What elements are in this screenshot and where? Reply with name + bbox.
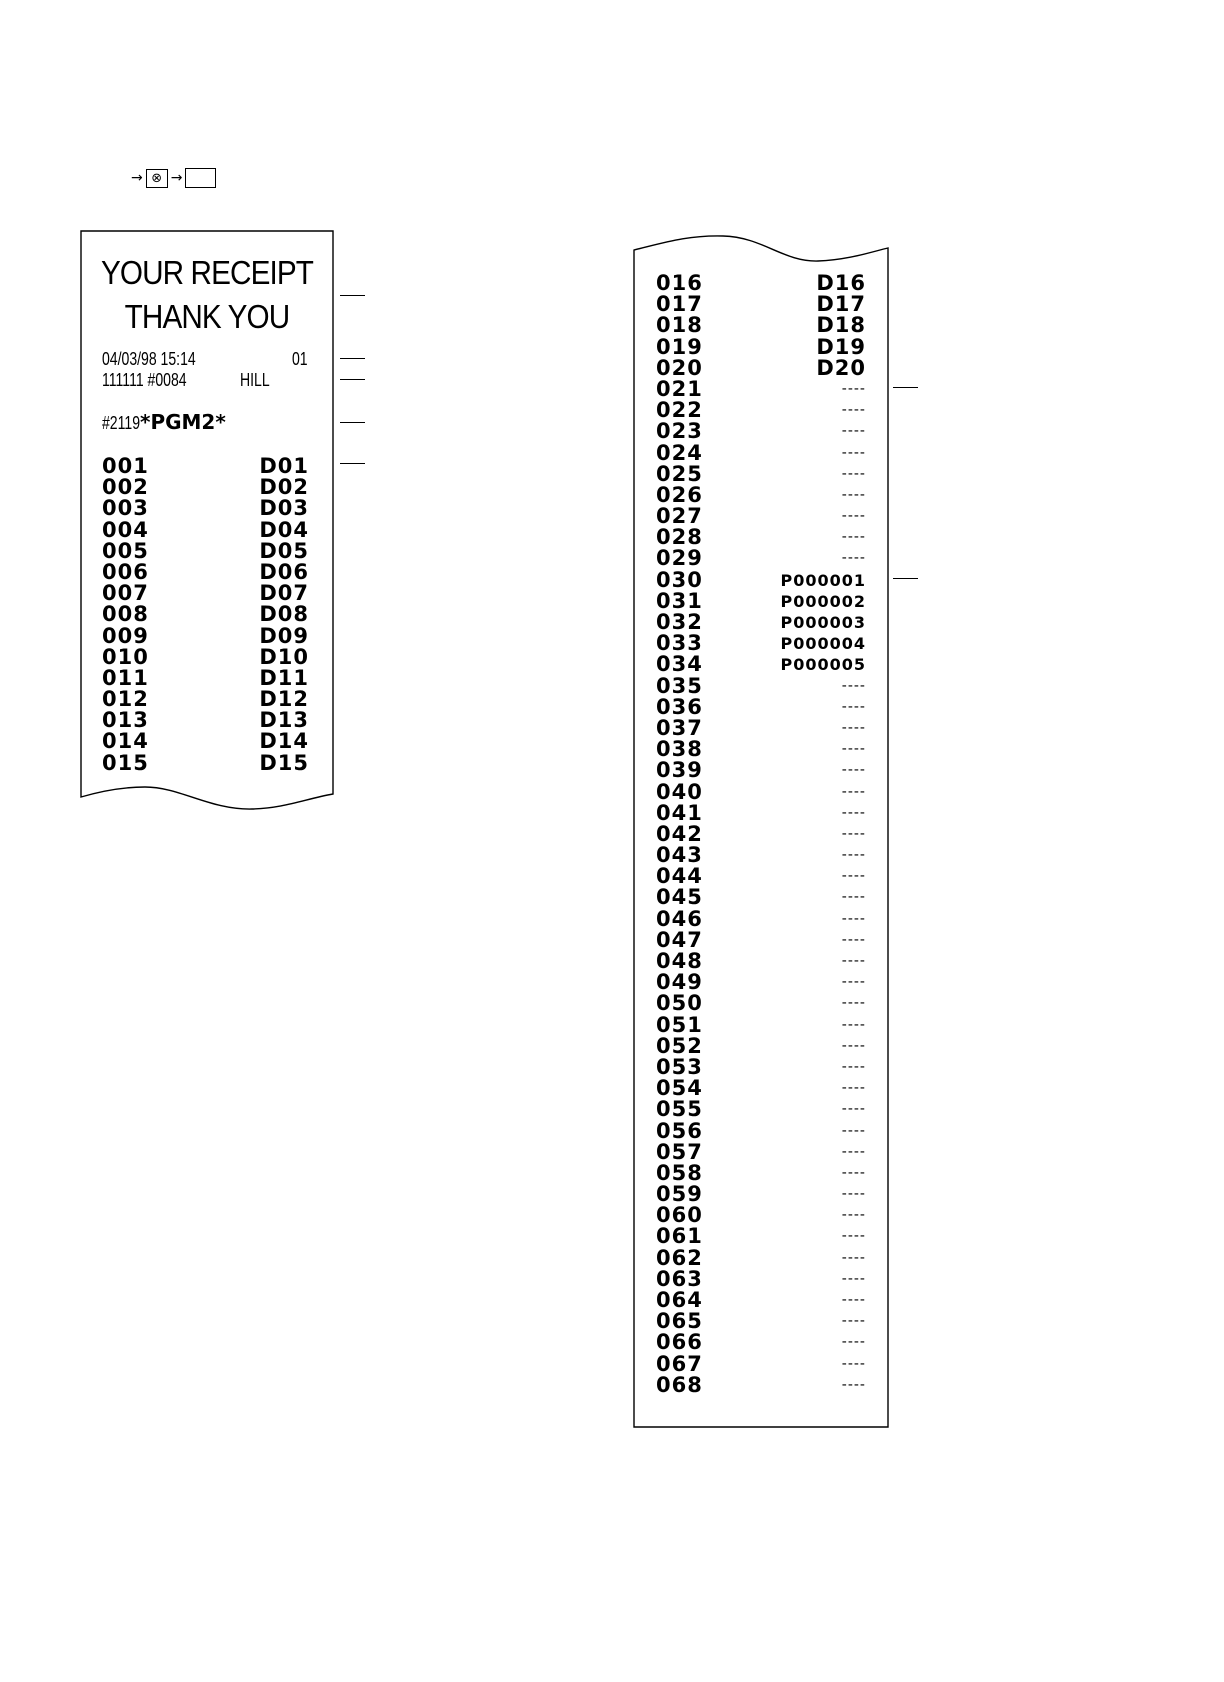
receipt-row — [102, 498, 309, 519]
row-code: 055 — [656, 1097, 703, 1122]
row-code: 063 — [656, 1266, 703, 1291]
row-value: ---- — [841, 719, 866, 736]
receipt-row — [656, 1332, 866, 1353]
multiply-key-symbol: ⊗ — [151, 170, 163, 186]
row-code: 015 — [102, 750, 149, 775]
row-value: ---- — [841, 529, 866, 546]
row-code: 018 — [656, 313, 703, 338]
row-value: ---- — [841, 550, 866, 567]
key-sequence — [131, 166, 216, 190]
receipt-row — [102, 689, 309, 710]
receipt-row — [102, 665, 309, 690]
receipt-row — [656, 400, 866, 421]
row-value: D20 — [816, 355, 866, 380]
receipt-row — [656, 694, 866, 719]
row-code: 030 — [656, 567, 703, 592]
row-code: 024 — [656, 440, 703, 465]
row-code: 062 — [656, 1245, 703, 1270]
row-value: P000001 — [780, 570, 866, 590]
row-code: 052 — [656, 1033, 703, 1058]
receipt-row — [102, 538, 309, 563]
row-code: 034 — [656, 652, 703, 677]
receipt-row — [656, 1372, 866, 1397]
row-code: 020 — [656, 355, 703, 380]
row-code: 043 — [656, 843, 703, 868]
row-value: ---- — [841, 1334, 866, 1351]
receipt-row — [656, 866, 866, 887]
row-code: 059 — [656, 1182, 703, 1207]
row-value: ---- — [841, 1228, 866, 1245]
receipt-title-line2: THANK YOU — [124, 298, 290, 335]
row-value: ---- — [841, 1080, 866, 1097]
row-code: 023 — [656, 419, 703, 444]
row-value: D03 — [259, 496, 309, 521]
row-code: 031 — [656, 588, 703, 613]
row-value: D01 — [259, 454, 309, 478]
row-value: D09 — [259, 623, 309, 648]
receipt-1 — [80, 231, 334, 811]
receipt-row — [656, 1266, 866, 1291]
receipt-row — [102, 644, 309, 669]
row-value: D05 — [259, 538, 309, 563]
row-value: ---- — [841, 402, 866, 419]
receipt-row — [656, 1118, 866, 1143]
row-value: D15 — [259, 750, 309, 775]
receipt-row — [656, 461, 866, 486]
row-code: 004 — [102, 517, 149, 542]
row-value: ---- — [841, 931, 866, 948]
receipt-row — [102, 559, 309, 584]
reference-line — [340, 463, 365, 464]
row-value: D04 — [259, 517, 309, 542]
row-value: ---- — [841, 486, 866, 503]
receipt-row — [656, 1205, 866, 1226]
clerk-name: HILL — [240, 370, 270, 390]
arrow-icon: → — [170, 170, 183, 186]
receipt-1-rows — [102, 456, 309, 774]
row-value: ---- — [841, 741, 866, 758]
row-value: P000003 — [780, 613, 866, 632]
row-code: 041 — [656, 800, 703, 825]
reference-line — [340, 295, 365, 296]
row-code: 002 — [102, 475, 149, 500]
receipt-row — [656, 887, 866, 908]
receipt-row — [656, 506, 866, 527]
receipt-row — [656, 421, 866, 442]
row-code: 019 — [656, 334, 703, 359]
row-value: ---- — [841, 1164, 866, 1181]
row-code: 008 — [102, 602, 149, 627]
receipt-row — [656, 1139, 866, 1164]
row-code: 037 — [656, 715, 703, 740]
row-value: ---- — [841, 974, 866, 991]
receipt-row — [656, 993, 866, 1014]
date-time: 04/03/98 15:14 — [102, 349, 196, 369]
row-code: 022 — [656, 398, 703, 423]
row-value: P000005 — [780, 655, 866, 675]
receipt-row — [656, 1351, 866, 1376]
receipt-row — [656, 1311, 866, 1332]
receipt-row — [656, 927, 866, 952]
row-value: D06 — [259, 559, 309, 584]
receipt-row — [656, 821, 866, 846]
receipt-row — [656, 294, 866, 315]
row-value: ---- — [841, 1270, 866, 1287]
receipt-row — [102, 623, 309, 648]
row-value: D08 — [259, 602, 309, 627]
receipt-row — [656, 715, 866, 740]
row-code: 011 — [102, 665, 149, 690]
row-value: ---- — [841, 825, 866, 842]
row-code: 057 — [656, 1139, 703, 1164]
row-code: 048 — [656, 949, 703, 973]
row-code: 067 — [656, 1351, 703, 1376]
row-value: ---- — [841, 910, 866, 927]
row-value: D14 — [259, 729, 309, 754]
program-code: #2119 — [102, 413, 141, 433]
row-value: ---- — [841, 1207, 866, 1224]
row-value: ---- — [841, 698, 866, 715]
row-value: D10 — [259, 644, 309, 669]
row-value: ---- — [841, 847, 866, 864]
row-value: ---- — [841, 1143, 866, 1160]
receipt-row — [102, 456, 309, 477]
row-code: 056 — [656, 1118, 703, 1143]
machine-number: 01 — [292, 349, 308, 369]
reference-line — [893, 578, 918, 579]
row-code: 045 — [656, 885, 703, 910]
row-code: 064 — [656, 1288, 703, 1312]
row-value: D12 — [259, 687, 309, 712]
receipt-row — [102, 750, 309, 775]
row-value: ---- — [841, 1058, 866, 1075]
receipt-row — [656, 845, 866, 866]
receipt-row — [656, 334, 866, 359]
row-code: 044 — [656, 864, 703, 889]
row-code: 046 — [656, 906, 703, 931]
receipt-row — [656, 951, 866, 972]
row-value: ---- — [841, 1292, 866, 1308]
receipt-row — [102, 583, 309, 604]
receipt-row — [656, 779, 866, 804]
receipt-2-rows — [656, 273, 866, 1396]
receipt-row — [656, 906, 866, 931]
pgm-label: *PGM2* — [140, 410, 226, 434]
row-value: P000004 — [780, 634, 866, 654]
receipt-row — [656, 654, 866, 675]
row-code: 061 — [656, 1224, 703, 1249]
reference-line — [340, 379, 365, 380]
row-code: 042 — [656, 821, 703, 846]
row-code: 065 — [656, 1309, 703, 1334]
row-value: D16 — [816, 271, 866, 295]
receipt-row — [102, 731, 309, 752]
row-value: ---- — [841, 1101, 866, 1118]
reference-line — [340, 422, 365, 423]
row-value: D18 — [816, 313, 866, 338]
receipt-row — [656, 800, 866, 825]
receipt-row — [102, 710, 309, 731]
row-code: 053 — [656, 1054, 703, 1079]
row-code: 014 — [102, 729, 149, 754]
receipt-row — [656, 739, 866, 760]
receipt-row — [656, 588, 866, 613]
receipt-row — [656, 1054, 866, 1079]
row-code: 028 — [656, 525, 703, 550]
receipt-row — [656, 760, 866, 781]
row-value: ---- — [841, 1376, 866, 1393]
row-code: 001 — [102, 454, 149, 478]
row-code: 012 — [102, 687, 149, 712]
consecutive-number: 111111 #0084 — [102, 370, 187, 390]
row-value: ---- — [841, 1016, 866, 1033]
row-value: D02 — [259, 475, 309, 500]
row-code: 027 — [656, 504, 703, 529]
row-code: 040 — [656, 779, 703, 804]
row-code: 026 — [656, 482, 703, 507]
row-value: ---- — [841, 508, 866, 525]
row-value: ---- — [841, 1186, 866, 1203]
row-value: ---- — [841, 465, 866, 482]
row-value: ---- — [841, 423, 866, 440]
receipt-row — [656, 1012, 866, 1037]
receipt-row — [656, 1290, 866, 1311]
row-code: 013 — [102, 708, 149, 733]
row-code: 060 — [656, 1203, 703, 1228]
row-code: 036 — [656, 694, 703, 719]
row-code: 017 — [656, 292, 703, 317]
row-code: 006 — [102, 559, 149, 584]
row-value: ---- — [841, 783, 866, 800]
receipt-row — [102, 477, 309, 498]
receipt-row — [656, 527, 866, 548]
row-code: 021 — [656, 376, 703, 401]
receipt-row — [656, 1099, 866, 1120]
receipt-row — [102, 517, 309, 542]
row-code: 005 — [102, 538, 149, 563]
row-code: 058 — [656, 1160, 703, 1185]
row-value: ---- — [841, 953, 866, 969]
row-value: ---- — [841, 1037, 866, 1054]
receipt-row — [656, 355, 866, 380]
row-value: ---- — [841, 1122, 866, 1139]
receipt-row — [656, 548, 866, 569]
row-code: 035 — [656, 673, 703, 698]
row-code: 016 — [656, 271, 703, 295]
row-code: 038 — [656, 737, 703, 762]
receipt-row — [656, 972, 866, 993]
receipt-row — [656, 273, 866, 294]
row-code: 051 — [656, 1012, 703, 1037]
row-code: 025 — [656, 461, 703, 486]
receipt-row — [656, 567, 866, 592]
receipt-row — [656, 1226, 866, 1247]
blank-key-icon — [185, 168, 216, 188]
row-code: 068 — [656, 1372, 703, 1397]
row-value: ---- — [841, 444, 866, 461]
receipt-row — [656, 612, 866, 633]
receipt-row — [102, 604, 309, 625]
row-code: 066 — [656, 1330, 703, 1355]
reference-line — [340, 358, 365, 359]
row-value: ---- — [841, 1355, 866, 1372]
receipt-row — [656, 315, 866, 336]
row-code: 033 — [656, 631, 703, 656]
row-code: 039 — [656, 758, 703, 783]
row-code: 029 — [656, 546, 703, 571]
arrow-icon: → — [131, 170, 143, 186]
receipt-row — [656, 440, 866, 465]
row-value: ---- — [841, 1313, 866, 1330]
receipt-row — [656, 482, 866, 507]
row-code: 049 — [656, 970, 703, 995]
row-code: 003 — [102, 496, 149, 521]
receipt-title-line1: YOUR RECEIPT — [100, 254, 313, 291]
row-value: D13 — [259, 708, 309, 733]
row-value: ---- — [841, 868, 866, 885]
row-value: ---- — [841, 889, 866, 906]
row-value: D11 — [259, 665, 309, 690]
row-value: D19 — [816, 334, 866, 359]
row-value: D07 — [259, 581, 309, 606]
row-value: ---- — [841, 804, 866, 821]
row-value: ---- — [841, 995, 866, 1012]
row-value: ---- — [841, 1249, 866, 1266]
receipt-row — [656, 1078, 866, 1099]
row-value: ---- — [841, 380, 866, 397]
receipt-row — [656, 1033, 866, 1058]
row-code: 054 — [656, 1076, 703, 1101]
row-value: P000002 — [780, 591, 866, 611]
receipt-row — [656, 376, 866, 401]
receipt-row — [656, 1160, 866, 1185]
row-code: 010 — [102, 644, 149, 669]
receipt-2 — [633, 234, 889, 1428]
multiply-key-icon — [146, 169, 168, 188]
row-value: ---- — [841, 677, 866, 694]
receipt-row — [656, 633, 866, 654]
row-code: 032 — [656, 610, 703, 634]
reference-line — [893, 387, 918, 388]
row-code: 050 — [656, 991, 703, 1016]
row-code: 009 — [102, 623, 149, 648]
row-value: D17 — [816, 292, 866, 317]
receipt-row — [656, 1245, 866, 1270]
receipt-row — [656, 1184, 866, 1205]
row-code: 047 — [656, 927, 703, 952]
receipt-row — [656, 673, 866, 698]
row-code: 007 — [102, 581, 149, 606]
row-value: ---- — [841, 762, 866, 779]
